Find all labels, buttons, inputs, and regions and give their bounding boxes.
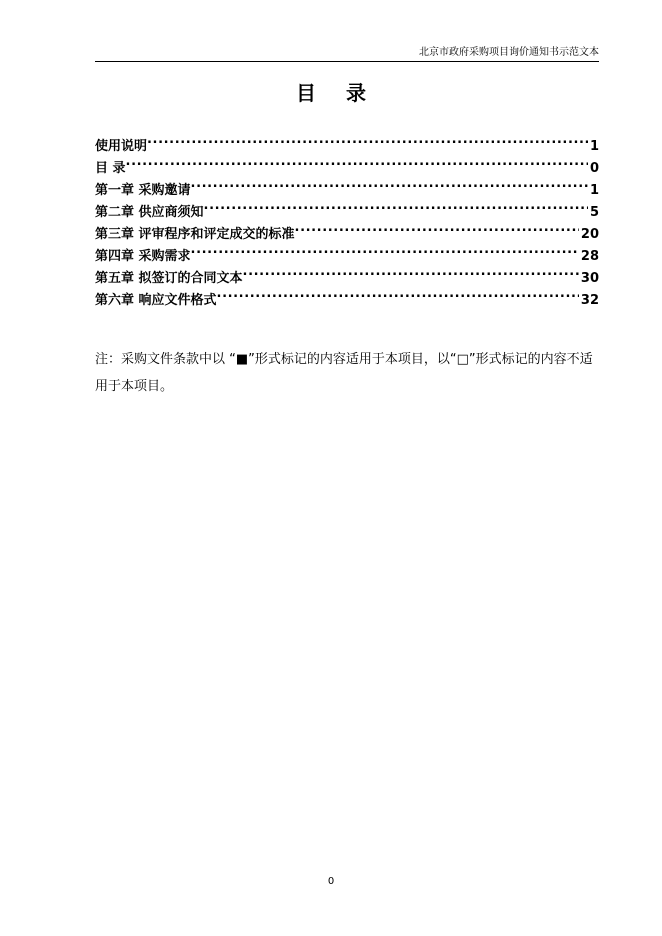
toc-entry-page: 1 bbox=[589, 139, 599, 154]
toc-entry-usage-notes[interactable] bbox=[95, 130, 599, 152]
toc-dot-leader bbox=[217, 284, 579, 304]
procurement-note: 注：采购文件条款中以 “■”形式标记的内容适用于本项目，以“□”形式标记的内容不适用于本项目。 bbox=[95, 352, 593, 394]
toc-entry-page: 28 bbox=[580, 249, 599, 264]
toc-title: 目录 bbox=[296, 81, 396, 105]
toc-dot-leader bbox=[204, 196, 588, 216]
toc-entry-contents[interactable] bbox=[95, 152, 599, 174]
toc-entry-label: 目 录 bbox=[95, 161, 126, 176]
page-header bbox=[95, 46, 599, 62]
toc-entry-page: 1 bbox=[589, 183, 599, 198]
toc-dot-leader bbox=[191, 240, 579, 260]
toc-entry-label: 第二章 供应商须知 bbox=[95, 205, 204, 220]
toc-entry-page: 0 bbox=[589, 161, 599, 176]
toc-entry-page: 20 bbox=[580, 227, 599, 242]
toc-entry-label: 第六章 响应文件格式 bbox=[95, 293, 217, 308]
toc-entry-chapter-1[interactable] bbox=[95, 174, 599, 196]
toc-entry-page: 32 bbox=[580, 293, 599, 308]
toc-dot-leader bbox=[243, 262, 579, 282]
toc-entry-label: 使用说明 bbox=[95, 139, 148, 154]
toc-dot-leader bbox=[295, 218, 579, 238]
toc-dot-leader bbox=[126, 152, 588, 172]
toc-entry-label: 第一章 采购邀请 bbox=[95, 183, 191, 198]
toc-dot-leader bbox=[147, 130, 588, 150]
toc-entry-label: 第四章 采购需求 bbox=[95, 249, 191, 264]
footer-page-number: 0 bbox=[327, 876, 335, 887]
toc-entry-label: 第五章 拟签订的合同文本 bbox=[95, 271, 243, 286]
page-header-text: 北京市政府采购项目询价通知书示范文本 bbox=[419, 47, 599, 58]
toc-entry-page: 30 bbox=[580, 271, 599, 286]
toc-entry-label: 第三章 评审程序和评定成交的标准 bbox=[95, 227, 295, 242]
toc-dot-leader bbox=[191, 174, 588, 194]
toc-entry-page: 5 bbox=[589, 205, 599, 220]
toc-list bbox=[95, 130, 599, 306]
